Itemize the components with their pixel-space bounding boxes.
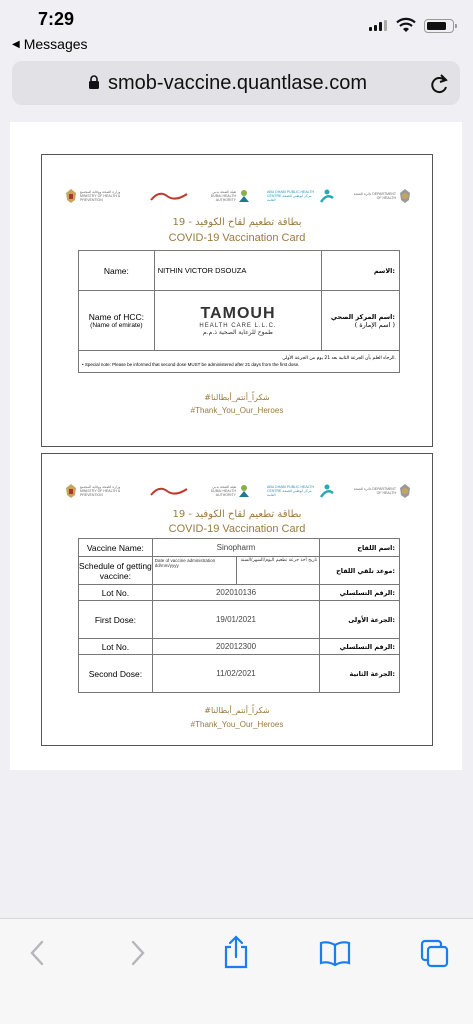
abu-dhabi-phc-logo: ABU DHABI PUBLIC HEALTH CENTRE مركز أبوظبي للصحة العامة <box>267 189 335 203</box>
abu-dhabi-phc-logo: ABU DHABI PUBLIC HEALTH CENTRE مركز أبوظبي للصحة العامة <box>267 484 335 498</box>
vaccine-name-label: Vaccine Name: <box>79 539 153 557</box>
signal-icon <box>369 20 387 31</box>
schedule-hint-arabic: تاريخ أخذ جرعة تطعيم اليوم/الشهر/السنة <box>236 557 320 585</box>
schedule-hint: Date of vaccine administration dd/mm/yyyy <box>152 557 236 585</box>
hashtag-arabic: #شكراً_أنتم_أبطالنا <box>204 393 270 402</box>
dha-logo: هيئة الصحة بدبي DUBAI HEALTH AUTHORITY <box>206 484 250 498</box>
schedule-label: Schedule of getting vaccine: <box>79 557 153 585</box>
hashtag: #Thank_You_Our_Heroes <box>190 720 284 729</box>
second-dose-label: Second Dose: <box>79 655 153 693</box>
doh-logo: دائرة الصحة DEPARTMENT OF HEALTH <box>352 483 412 499</box>
hcc-sub-arabic: ( اسم الإمارة ) <box>354 320 395 329</box>
battery-icon <box>424 19 454 33</box>
doh-logo: دائرة الصحة DEPARTMENT OF HEALTH <box>352 188 412 204</box>
tamouh-logo-sub: HEALTH CARE L.L.C. <box>199 323 277 329</box>
hcc-label-cell <box>79 291 155 351</box>
name-value: NITHIN VICTOR DSOUZA <box>154 251 322 291</box>
lot-1-label: Lot No. <box>79 585 153 601</box>
card-title: COVID-19 Vaccination Card <box>168 523 306 535</box>
schedule-label-arabic: موعد تلقي اللقاح: <box>320 557 400 585</box>
special-note: • Special note: Please be informed that second dose MUST be administered after 21 days from the first dose. <box>82 361 300 367</box>
second-dose-value: 11/02/2021 <box>152 655 319 693</box>
card-title: COVID-19 Vaccination Card <box>168 232 306 244</box>
dha-logo: هيئة الصحة بدبي DUBAI HEALTH AUTHORITY <box>206 189 250 203</box>
forward-arrow-icon[interactable] <box>129 939 147 967</box>
web-page <box>10 122 462 770</box>
bookmarks-icon[interactable] <box>318 939 352 967</box>
reload-icon[interactable] <box>430 73 450 95</box>
dubai-gov-logo <box>149 483 189 499</box>
lock-icon <box>88 75 100 89</box>
lot-2-label-arabic: الرقم التسلسلي: <box>320 639 400 655</box>
name-label-arabic: الاسم: <box>322 251 400 291</box>
vaccination-card-back <box>41 453 433 746</box>
card-title-arabic: بطاقة تطعيم لقاح الكوفيد - 19 <box>172 509 302 520</box>
lot-1-value: 202010136 <box>152 585 319 601</box>
clock: 7:29 <box>38 9 75 29</box>
second-dose-label-arabic: الجرعة الثانية: <box>320 655 400 693</box>
uae-emblem-logo: وزارة الصحة ووقاية المجتمع MINISTRY OF HEALTH & PREVENTION <box>64 483 132 499</box>
holder-info-table <box>78 250 400 373</box>
first-dose-label-arabic: الجرعة الأولى: <box>320 601 400 639</box>
back-app-label: Messages <box>23 36 88 52</box>
vaccine-name-value: Sinopharm <box>152 539 319 557</box>
safari-toolbar <box>0 918 473 1024</box>
tamouh-logo: TAMOUH <box>200 305 276 322</box>
vaccination-card-front <box>41 154 433 447</box>
first-dose-label: First Dose: <box>79 601 153 639</box>
special-note-arabic: الرجاء العلم بأن الجرعة الثانية بعد 21 يوم من الجرعة الأولى. <box>282 355 396 361</box>
back-to-messages[interactable] <box>12 36 88 52</box>
url-text: smob-vaccine.quantlase.com <box>108 72 368 94</box>
hcc-sub-label: (Name of emirate) <box>90 322 143 329</box>
lot-1-label-arabic: الرقم التسلسلي: <box>320 585 400 601</box>
address-bar[interactable] <box>12 61 460 105</box>
hcc-label-arabic-cell <box>322 291 400 351</box>
first-dose-value: 19/01/2021 <box>152 601 319 639</box>
dubai-gov-logo <box>149 188 189 204</box>
status-bar <box>0 0 473 58</box>
hcc-label: Name of HCC: <box>88 312 144 322</box>
tamouh-logo-arabic: طموح للرعاية الصحية ذ.م.م <box>203 329 273 336</box>
hcc-label-arabic: اسم المركز الصحي: <box>330 312 395 321</box>
authority-logos <box>64 183 412 209</box>
hashtag: #Thank_You_Our_Heroes <box>190 406 284 415</box>
special-note-cell <box>79 351 400 373</box>
name-label: Name: <box>79 251 155 291</box>
hashtag-arabic: #شكراً_أنتم_أبطالنا <box>204 706 270 715</box>
tabs-icon[interactable] <box>420 939 450 969</box>
hcc-logo-cell <box>154 291 322 351</box>
back-triangle-icon: ◀ <box>12 38 20 50</box>
lot-2-label: Lot No. <box>79 639 153 655</box>
share-icon[interactable] <box>222 935 250 969</box>
card-title-arabic: بطاقة تطعيم لقاح الكوفيد - 19 <box>172 217 302 228</box>
authority-logos <box>64 478 412 504</box>
vaccine-record-table <box>78 538 400 693</box>
wifi-icon <box>396 17 416 33</box>
vaccine-name-label-arabic: اسم اللقاح: <box>320 539 400 557</box>
lot-2-value: 202012300 <box>152 639 319 655</box>
back-arrow-icon[interactable] <box>28 939 46 967</box>
uae-emblem-logo: وزارة الصحة ووقاية المجتمع MINISTRY OF HEALTH & PREVENTION <box>64 188 132 204</box>
